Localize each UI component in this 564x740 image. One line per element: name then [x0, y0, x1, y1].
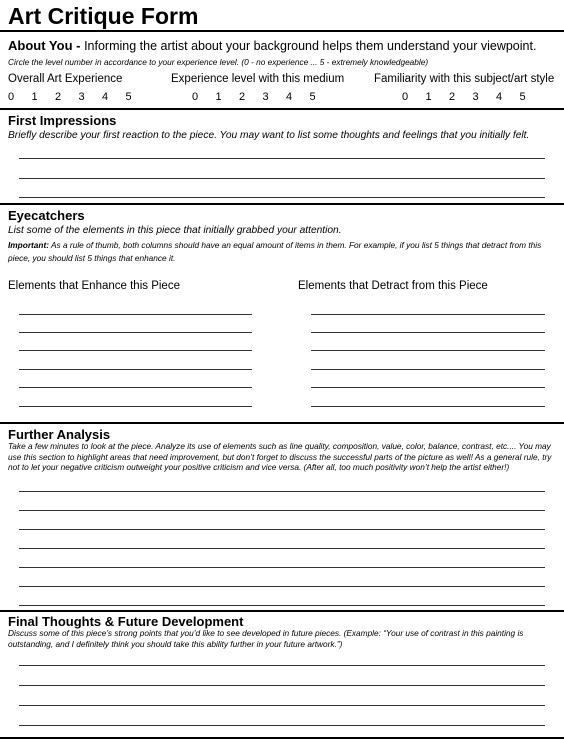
- further-analysis-heading: Further Analysis: [8, 427, 111, 442]
- further-analysis-prompt: Take a few minutes to look at the piece. Analyze its use of elements such as line quality, composition, value, color, balance, contrast, etc.... You may use this section to highlight areas that need improvement, but don’t forget to discuss the successful parts of the picture as well! As a general rule, try not to let your negative criticism outweight your positive criticism and vice versa. (After all, too much positivity won’t help the artist either!): [8, 441, 552, 472]
- bottom-border: [0, 737, 564, 739]
- writing-line[interactable]: [19, 491, 545, 492]
- eyecatchers-important-note: [8, 239, 556, 264]
- detract-line[interactable]: [311, 369, 545, 370]
- rating-option[interactable]: 1: [425, 91, 432, 103]
- section-divider: [0, 422, 564, 424]
- about-separator: -: [72, 38, 85, 53]
- rating-option[interactable]: 2: [449, 91, 456, 103]
- rating-option[interactable]: 0: [402, 91, 409, 103]
- rating-option[interactable]: 5: [519, 91, 526, 103]
- first-impressions-prompt: Briefly describe your first reaction to the piece. You may want to list some thoughts and feelings that you initially felt.: [8, 130, 530, 141]
- about-section: [8, 38, 536, 54]
- category-subject-label: Familiarity with this subject/art style: [374, 73, 555, 85]
- enhance-column-heading: Elements that Enhance this Piece: [8, 280, 180, 292]
- writing-line[interactable]: [19, 685, 545, 686]
- writing-line[interactable]: [19, 586, 545, 587]
- writing-line[interactable]: [19, 510, 545, 511]
- writing-line[interactable]: [19, 605, 545, 606]
- enhance-line[interactable]: [19, 369, 252, 370]
- writing-line[interactable]: [19, 158, 545, 159]
- writing-line[interactable]: [19, 197, 545, 198]
- title-divider: [0, 30, 564, 32]
- writing-line[interactable]: [19, 529, 545, 530]
- rating-option[interactable]: 2: [55, 91, 62, 103]
- section-divider: [0, 108, 564, 110]
- rating-option[interactable]: 5: [125, 91, 132, 103]
- rating-option[interactable]: 0: [8, 91, 15, 103]
- rating-option[interactable]: 5: [309, 91, 316, 103]
- detract-line[interactable]: [311, 314, 545, 315]
- final-thoughts-heading: Final Thoughts & Future Development: [8, 614, 244, 629]
- rating-option[interactable]: 3: [262, 91, 269, 103]
- rating-option[interactable]: 4: [102, 91, 109, 103]
- enhance-line[interactable]: [19, 332, 252, 333]
- first-impressions-heading: First Impressions: [8, 113, 117, 128]
- rating-option[interactable]: 2: [239, 91, 246, 103]
- rating-scale-overall: [8, 91, 149, 104]
- detract-line[interactable]: [311, 350, 545, 351]
- final-thoughts-prompt: Discuss some of this piece’s strong points that you’d like to see developed in future pieces. (Example: “Your use of contrast in this painting is outstanding, and I definitely think you should take this ability further in your future artwork.”): [8, 628, 524, 649]
- rating-option[interactable]: 1: [31, 91, 38, 103]
- writing-line[interactable]: [19, 548, 545, 549]
- enhance-line[interactable]: [19, 350, 252, 351]
- rating-option[interactable]: 3: [78, 91, 85, 103]
- rating-option[interactable]: 4: [496, 91, 503, 103]
- section-divider: [0, 610, 564, 612]
- rating-scale-subject: [402, 91, 543, 104]
- writing-line[interactable]: [19, 705, 545, 706]
- eyecatchers-heading: Eyecatchers: [8, 208, 85, 223]
- writing-line[interactable]: [19, 665, 545, 666]
- important-text: As a rule of thumb, both columns should have an equal amount of items in them. For example, if you list 5 things that detract from this piece, you should list 5 things that enhance it.: [8, 240, 542, 263]
- form-title: Art Critique Form: [8, 3, 199, 29]
- about-instructions: Circle the level number in accordance to your experience level. (0 - no experience ... 5 - extremely knowledgeable): [8, 57, 429, 67]
- detract-line[interactable]: [311, 387, 545, 388]
- writing-line[interactable]: [19, 725, 545, 726]
- enhance-line[interactable]: [19, 387, 252, 388]
- about-heading: About You: [8, 38, 73, 53]
- detract-column-heading: Elements that Detract from this Piece: [298, 280, 488, 292]
- rating-option[interactable]: 3: [472, 91, 479, 103]
- rating-option[interactable]: 0: [192, 91, 199, 103]
- rating-option[interactable]: 1: [215, 91, 222, 103]
- rating-scale-medium: [192, 91, 333, 104]
- detract-line[interactable]: [311, 332, 545, 333]
- detract-line[interactable]: [311, 406, 545, 407]
- section-divider: [0, 203, 564, 205]
- category-overall-label: Overall Art Experience: [8, 73, 123, 85]
- category-medium-label: Experience level with this medium: [171, 73, 345, 85]
- enhance-line[interactable]: [19, 406, 252, 407]
- enhance-line[interactable]: [19, 314, 252, 315]
- writing-line[interactable]: [19, 567, 545, 568]
- writing-line[interactable]: [19, 178, 545, 179]
- eyecatchers-prompt: List some of the elements in this piece that initially grabbed your attention.: [8, 225, 342, 236]
- about-description: Informing the artist about your background helps them understand your viewpoint.: [84, 39, 537, 53]
- important-label: Important:: [8, 240, 50, 250]
- rating-option[interactable]: 4: [286, 91, 293, 103]
